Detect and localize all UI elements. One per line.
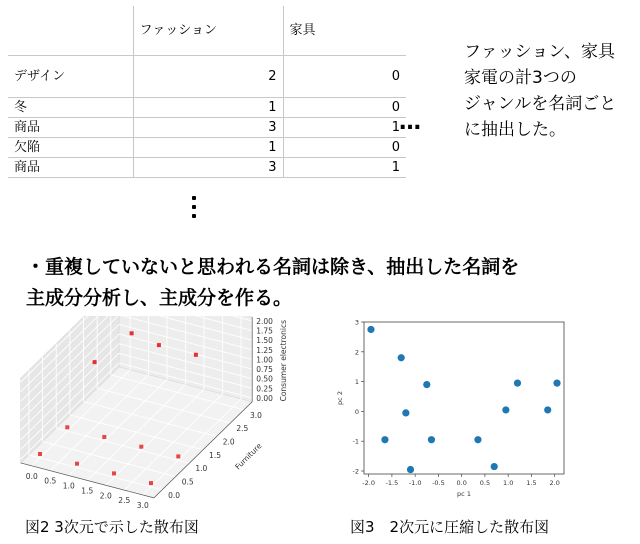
z-tick-label: 1.50 xyxy=(256,336,273,346)
row-label: 欠陥 xyxy=(8,138,133,158)
table-cell: 1 xyxy=(133,98,283,118)
y-tick-label: 2 xyxy=(354,348,359,357)
note-line: 家電の計3つの xyxy=(464,68,577,88)
y-tick-label: -1 xyxy=(352,437,359,446)
y-axis-label: Furniture xyxy=(233,441,264,472)
z-tick-label: 0.75 xyxy=(256,365,273,375)
table-cell: 3 xyxy=(133,158,283,178)
noun-count-table xyxy=(8,6,406,188)
note-line: ジャンルを名詞ごと xyxy=(464,94,617,114)
data-point xyxy=(514,379,521,386)
data-point xyxy=(474,436,481,443)
y-tick-label: 2.0 xyxy=(222,437,235,447)
x-tick-label: -2.0 xyxy=(362,479,375,487)
z-tick-label: 0.00 xyxy=(256,393,273,403)
table-cell: 1 xyxy=(133,138,283,158)
ellipsis-dot xyxy=(192,214,196,218)
data-point xyxy=(112,471,116,475)
row-label: 商品 xyxy=(8,118,133,138)
bullet-line: ・重複していないと思われる名詞は除き、抽出した名詞を xyxy=(26,256,520,278)
table-cell: 0 xyxy=(283,138,406,158)
data-point xyxy=(398,354,405,361)
z-tick-label: 1.75 xyxy=(256,326,273,336)
z-tick-label: 2.00 xyxy=(256,316,273,326)
note-line: に抽出した。 xyxy=(464,120,566,140)
horizontal-ellipsis: … xyxy=(399,110,422,135)
x-tick-label: 1.5 xyxy=(81,486,94,496)
table-cell: 0 xyxy=(283,56,406,98)
x-tick-label: -1.5 xyxy=(385,479,399,487)
data-point xyxy=(491,463,498,470)
table-cell: 0 xyxy=(283,98,406,118)
x-axis-label: pc 1 xyxy=(457,490,471,498)
ellipsis-dot xyxy=(192,196,196,200)
y-axis-label: pc 2 xyxy=(336,391,344,405)
x-tick-label: 0.5 xyxy=(479,479,491,487)
row-label: 商品 xyxy=(8,158,133,178)
pca-description xyxy=(26,252,626,314)
x-tick-label: 0.0 xyxy=(25,471,38,481)
row-label: デザイン xyxy=(8,56,133,98)
y-tick-label: 1.5 xyxy=(209,450,221,460)
data-point xyxy=(502,406,509,413)
table-cell: 1 xyxy=(283,158,406,178)
data-point xyxy=(102,435,106,439)
data-point xyxy=(553,379,560,386)
y-tick-label: 0.5 xyxy=(181,477,194,487)
x-tick-label: -0.5 xyxy=(432,479,445,487)
y-tick-label: 3.0 xyxy=(250,410,262,420)
table-header-cell xyxy=(8,6,133,56)
plot-frame xyxy=(364,322,564,474)
bullet-line: 主成分分析し、主成分を作る。 xyxy=(26,287,293,309)
table-row xyxy=(8,158,406,178)
table-cell: 3 xyxy=(133,118,283,138)
x-tick-label: 3.0 xyxy=(136,500,149,510)
z-tick-label: 1.00 xyxy=(256,355,273,365)
table-header-row xyxy=(8,6,406,56)
table-row xyxy=(8,98,406,118)
vertical-ellipsis xyxy=(187,196,201,223)
data-point xyxy=(423,381,430,388)
data-point xyxy=(367,326,374,333)
data-point xyxy=(75,462,79,466)
genre-note xyxy=(464,39,640,143)
table-header-cell: ファッション xyxy=(133,6,283,56)
x-tick-label: 0.0 xyxy=(456,479,467,487)
y-tick-label: 1.0 xyxy=(195,464,208,474)
table-row xyxy=(8,118,406,138)
table-cell: 1 xyxy=(283,118,406,138)
z-axis-label: Consumer electronics xyxy=(279,320,289,402)
figure3-caption: 図3 2次元に圧縮した散布図 xyxy=(350,518,550,536)
y-tick-label: 2.5 xyxy=(236,424,249,434)
z-tick-label: 1.25 xyxy=(256,345,273,355)
y-tick-label: 0.0 xyxy=(168,490,181,500)
x-tick-label: 1.0 xyxy=(62,481,75,491)
data-point xyxy=(149,481,153,485)
data-point xyxy=(38,452,42,456)
note-line: ファッション、家具 xyxy=(464,42,615,62)
y-tick-label: 3 xyxy=(354,318,359,327)
table-row xyxy=(8,138,406,158)
y-tick-label: 0 xyxy=(354,407,359,416)
data-point xyxy=(381,436,388,443)
data-point xyxy=(130,331,134,335)
data-point xyxy=(544,406,551,413)
data-point xyxy=(402,409,409,416)
x-tick-label: 2.0 xyxy=(549,479,560,487)
table-row xyxy=(8,56,406,98)
x-tick-label: 1.5 xyxy=(526,479,537,487)
y-tick-label: 1 xyxy=(354,378,359,387)
data-point xyxy=(176,454,180,458)
z-tick-label: 0.25 xyxy=(256,384,273,394)
x-tick-label: 0.5 xyxy=(44,476,57,486)
figure2-caption: 図2 3次元で示した散布図 xyxy=(25,518,199,536)
data-point xyxy=(139,445,143,449)
data-point xyxy=(65,425,69,429)
data-point xyxy=(407,466,414,473)
table-header-cell: 家具 xyxy=(283,6,406,56)
z-tick-label: 0.50 xyxy=(256,374,273,384)
data-point xyxy=(157,343,161,347)
x-tick-label: 2.0 xyxy=(99,491,112,501)
data-point xyxy=(93,360,97,364)
scatter-3d-chart xyxy=(20,316,310,516)
data-point xyxy=(194,353,198,357)
table-cell: 2 xyxy=(133,56,283,98)
data-point xyxy=(428,436,435,443)
scatter-2d-chart xyxy=(332,316,572,501)
x-tick-label: 1.0 xyxy=(503,479,514,487)
x-tick-label: -1.0 xyxy=(408,479,422,487)
ellipsis-dot xyxy=(192,205,196,209)
y-tick-label: -2 xyxy=(352,467,359,476)
x-tick-label: 2.5 xyxy=(118,496,131,506)
row-label: 冬 xyxy=(8,98,133,118)
